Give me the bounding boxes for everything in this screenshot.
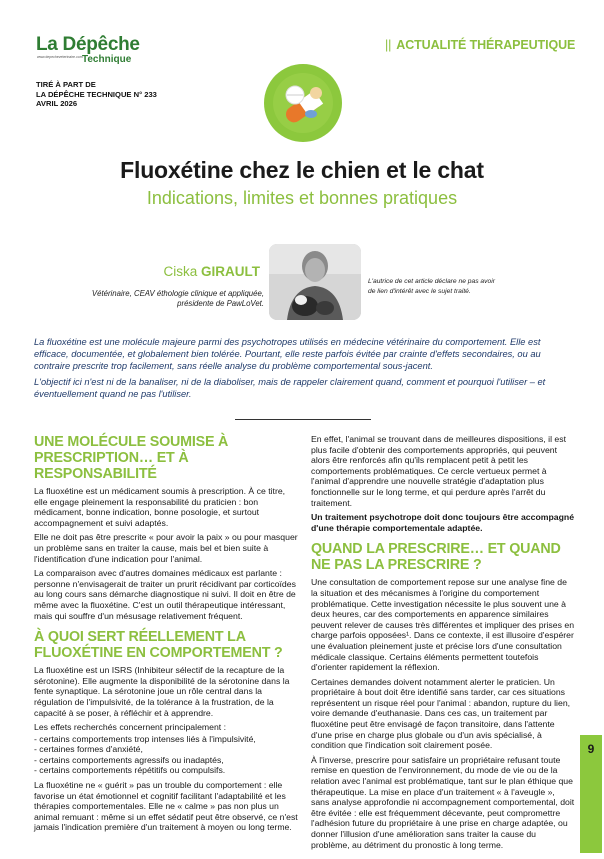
reprint-line-3: AVRIL 2026 bbox=[36, 99, 78, 109]
list-item: - certains comportements répétitifs ou compulsifs. bbox=[34, 765, 226, 776]
article-title: Fluoxétine chez le chien et le chat bbox=[120, 157, 484, 183]
paragraph: En effet, l'animal se trouvant dans de meilleures dispositions, il est plus facile d'obtenir des comportements appropriés, qui peuvent alors être renforcés afin qu'ils remplacent petit à petit les comportements problématiques. Ce cercle vertueux permet à l'animal d'apprendre une nouvelle stratégie d'adaptation plus fonctionnelle sur le long terme, et qui perdure après l'arrêt du traitement. bbox=[311, 434, 567, 508]
logo-subtitle: Technique bbox=[82, 54, 132, 65]
author-photo bbox=[269, 244, 361, 320]
paragraph: Certaines demandes doivent notamment alerter le praticien. Un propriétaire à bout doit être identifié sans tarder, car ces situations représentent un risque réel pour l'animal : abandon, rupture du lien, voire demande d'euthanasie. Dans ces cas, un traitement par fluoxétine peut être envisagé de façon transitoire, dans l'attente d'une prise en charge plus globale ou d'un avis spécialisé, à condition que l'indication soit clairement posée. bbox=[311, 676, 571, 751]
article-subtitle: Indications, limites et bonnes pratiques bbox=[146, 188, 458, 208]
affiliation-line-2: présidente de PawLoVet. bbox=[177, 299, 264, 308]
list-item: - certains comportements agressifs ou inadaptés, bbox=[34, 754, 224, 765]
reprint-line-1: TIRÉ À PART DE bbox=[36, 80, 96, 89]
author-first-name: Ciska bbox=[163, 264, 198, 279]
heading-when-to-prescribe: QUAND LA PRESCRIRE… ET QUAND NE PAS LA PRESCRIRE ? bbox=[311, 541, 561, 574]
intro-paragraph-1: La fluoxétine est une molécule majeure parmi des psychotropes utilisés en médecine vétérinaire du comportement. Elle est efficace, documentée, et globalement bien tolérée. Pourtant, elle reste parfois évitée par crainte d'effets secondaires, ou au contraire prescrite trop facilement, sans réelle analyse du problème comportemental sous-jacent. bbox=[34, 337, 541, 371]
effects-list bbox=[34, 734, 298, 776]
logo-url: www.depecheveterinaire.com bbox=[37, 55, 83, 59]
divider bbox=[235, 419, 371, 420]
paragraph: La fluoxétine est un médicament soumis à prescription. À ce titre, elle engage pleinement la responsabilité du praticien : bon médicament, bonne indication, bonne posologie, et surtout accompagnement et suivi adaptés. bbox=[34, 486, 286, 528]
author-name bbox=[150, 264, 260, 279]
heading-usage: À QUOI SERT RÉELLEMENT LA FLUOXÉTINE EN COMPORTEMENT ? bbox=[34, 629, 283, 662]
page-number: 9 bbox=[587, 742, 595, 756]
section-rubric bbox=[385, 38, 575, 52]
paragraph: La fluoxétine ne « guérit » pas un trouble du comportement : elle favorise un état émotionnel et cognitif facilitant l'adaptabilité et les thérapies comportementales. Elle ne « calme » pas non plus un animal remuant : même si un effet sédatif peut être observé, ce n'est jamais l'indication première d'un traitement à moyen ou long terme. bbox=[34, 780, 298, 833]
heading-prescription: UNE MOLÉCULE SOUMISE À PRESCRIPTION… ET À RESPONSABILITÉ bbox=[34, 434, 229, 482]
logo-title: La Dépêche bbox=[36, 34, 140, 55]
paragraph: Une consultation de comportement repose sur une analyse fine de la situation et des mécanismes à l'origine du comportement problématique. Cette investigation nécessite le plus souvent une à deux heures, car des comportements en apparence similaires peuvent relever de causes très différentes et impliquer des prises en charge parfois opposées¹. Dans ce contexte, il est illusoire d'espérer une évaluation pleinement juste et précise lors d'une consultation médicale classique. Certains éléments permettent toutefois d'orienter rapidement la réflexion. bbox=[311, 577, 575, 673]
paragraph: Elle ne doit pas être prescrite « pour avoir la paix » ou pour masquer un problème sans en traiter la cause, mais bel et bien suite à l'identification d'une indication pour l'animal. bbox=[34, 532, 298, 564]
conflict-of-interest bbox=[368, 277, 518, 296]
rubric-label: ACTUALITÉ THÉRAPEUTIQUE bbox=[396, 38, 576, 52]
intro-block bbox=[34, 336, 574, 404]
interest-line-1: L'autrice de cet article déclare ne pas avoir bbox=[368, 278, 495, 285]
pills-badge-icon bbox=[264, 64, 342, 142]
reprint-line-2: LA DÉPÊCHE TECHNIQUE N° 233 bbox=[36, 89, 157, 99]
interest-line-2: de lien d'intérêt avec le sujet traité. bbox=[368, 287, 471, 295]
column-left bbox=[34, 434, 298, 837]
key-statement: Un traitement psychotrope doit donc toujours être accompagné d'une thérapie comportementale adaptée. bbox=[311, 512, 575, 533]
column-right bbox=[311, 434, 575, 854]
paragraph: Les effets recherchés concernent principalement : bbox=[34, 722, 227, 733]
affiliation-line-1: Vétérinaire, CEAV éthologie clinique et appliquée, bbox=[91, 289, 264, 298]
rubric-bars: || bbox=[385, 38, 392, 52]
intro-paragraph-2: L'objectif ici n'est ni de la banaliser, ni de la diaboliser, mais de rappeler clairement quand, comment et pourquoi l'utiliser – et éventuellement quand ne pas l'utiliser. bbox=[34, 377, 546, 399]
list-item: - certaines formes d'anxiété, bbox=[34, 744, 143, 755]
paragraph: La fluoxétine est un ISRS (Inhibiteur sélectif de la recapture de la sérotonine). Elle augmente la disponibilité de la sérotonine dans la fente synaptique. La sérotonine joue un rôle central dans la régulation de l'impulsivité, de la tolérance à la frustration, de la capacité à se poser, à réfléchir et à apprendre. bbox=[34, 665, 290, 718]
author-affiliation bbox=[84, 289, 264, 309]
author-last-name: GIRAULT bbox=[201, 264, 260, 279]
reprint-notice bbox=[36, 80, 157, 109]
paragraph: À l'inverse, prescrire pour satisfaire un propriétaire refusant toute remise en question de l'environnement, du mode de vie ou de la relation avec l'animal est problématique, tant sur le plan éthique que thérapeutique. La mise en place d'un traitement « à l'aveugle », sans analyse approfondie ni accompagnement comportemental, doit être évitée : elle est fréquemment décevante, peut compromettre l'adhésion future du propriétaire à une prise en charge adaptée, ou donner l'illusion d'une amélioration sans traiter la cause du problème, au détriment du pronostic à long terme. bbox=[311, 754, 575, 850]
paragraph: La comparaison avec d'autres domaines médicaux est parlante : personne n'envisagerait de traiter un prurit récidivant par corticoïdes au long cours sans démarche diagnostique ni suivi. Il doit en être de même avec la fluoxétine. C'est un outil thérapeutique intéressant, mais qui souffre d'un mésusage relativement fréquent. bbox=[34, 568, 296, 621]
list-item: - certains comportements trop intenses liés à l'impulsivité, bbox=[34, 733, 256, 744]
